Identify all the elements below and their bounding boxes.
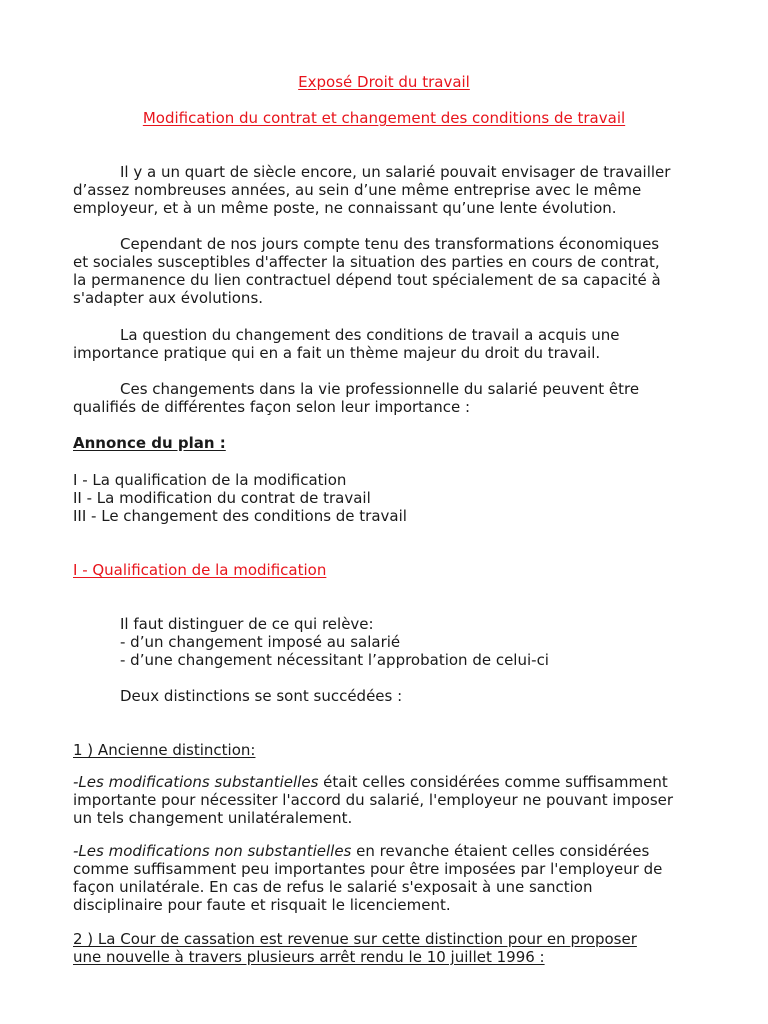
section1-heading: I - Qualification de la modification bbox=[73, 561, 327, 579]
intro-p2-line3: la permanence du lien contractuel dépend tout spécialement de sa capacité à bbox=[73, 271, 661, 289]
sub1-para2-rest: en revanche étaient celles considérées bbox=[351, 842, 650, 860]
intro-p1-line3: employeur, et à un même poste, ne connaissant qu’une lente évolution. bbox=[73, 199, 617, 217]
sub1-para1-line3: un tels changement unilatéralement. bbox=[73, 809, 353, 827]
intro-p2-line1: Cependant de nos jours compte tenu des transformations économiques bbox=[120, 235, 660, 253]
sub1-para1-rest: était celles considérées comme suffisamment bbox=[318, 773, 668, 791]
section1-intro-line1: Il faut distinguer de ce qui relève: bbox=[120, 615, 374, 633]
sub1-para2-line1 bbox=[73, 842, 649, 860]
plan-item-3: III - Le changement des conditions de travail bbox=[73, 507, 407, 525]
plan-heading: Annonce du plan : bbox=[73, 434, 226, 452]
document-subtitle: Modification du contrat et changement des conditions de travail bbox=[142, 109, 626, 127]
intro-p3-line2: importance pratique qui en a fait un thème majeur du droit du travail. bbox=[73, 344, 601, 362]
intro-p1-line2: d’assez nombreuses années, au sein d’une même entreprise avec le même bbox=[73, 181, 642, 199]
sub1-para2-line4: disciplinaire pour faute et risquait le licenciement. bbox=[73, 896, 451, 914]
plan-item-1: I - La qualification de la modification bbox=[73, 471, 347, 489]
sub1-para2-line3: façon unilatérale. En cas de refus le salarié s'exposait à une sanction bbox=[73, 878, 593, 896]
intro-p4-line1: Ces changements dans la vie professionnelle du salarié peuvent être bbox=[120, 380, 640, 398]
section1-distinctions: Deux distinctions se sont succédées : bbox=[120, 687, 403, 705]
section1-intro-line3: - d’une changement nécessitant l’approbation de celui-ci bbox=[120, 651, 549, 669]
sub2-line1: 2 ) La Cour de cassation est revenue sur cette distinction pour en proposer bbox=[73, 930, 637, 948]
sub1-para1-line1 bbox=[73, 773, 668, 791]
intro-p3-line1: La question du changement des conditions de travail a acquis une bbox=[120, 326, 620, 344]
sub1-para1-italic: -Les modifications substantielles bbox=[73, 773, 319, 791]
document-title: Exposé Droit du travail bbox=[298, 73, 470, 91]
intro-p1-line1: Il y a un quart de siècle encore, un salarié pouvait envisager de travailler bbox=[120, 163, 671, 181]
plan-item-2: II - La modification du contrat de travail bbox=[73, 489, 371, 507]
section1-intro-line2: - d’un changement imposé au salarié bbox=[120, 633, 401, 651]
intro-p2-line2: et sociales susceptibles d'affecter la situation des parties en cours de contrat, bbox=[73, 253, 660, 271]
sub1-para2-line2: comme suffisamment peu importantes pour être imposées par l'employeur de bbox=[73, 860, 663, 878]
sub1-para1-line2: importante pour nécessiter l'accord du salarié, l'employeur ne pouvant imposer bbox=[73, 791, 674, 809]
intro-p2-line4: s'adapter aux évolutions. bbox=[73, 289, 264, 307]
intro-p4-line2: qualifiés de différentes façon selon leur importance : bbox=[73, 398, 471, 416]
sub1-heading: 1 ) Ancienne distinction: bbox=[73, 741, 256, 759]
sub1-para2-italic: -Les modifications non substantielles bbox=[73, 842, 352, 860]
sub2-line2: une nouvelle à travers plusieurs arrêt rendu le 10 juillet 1996 : bbox=[73, 948, 545, 966]
